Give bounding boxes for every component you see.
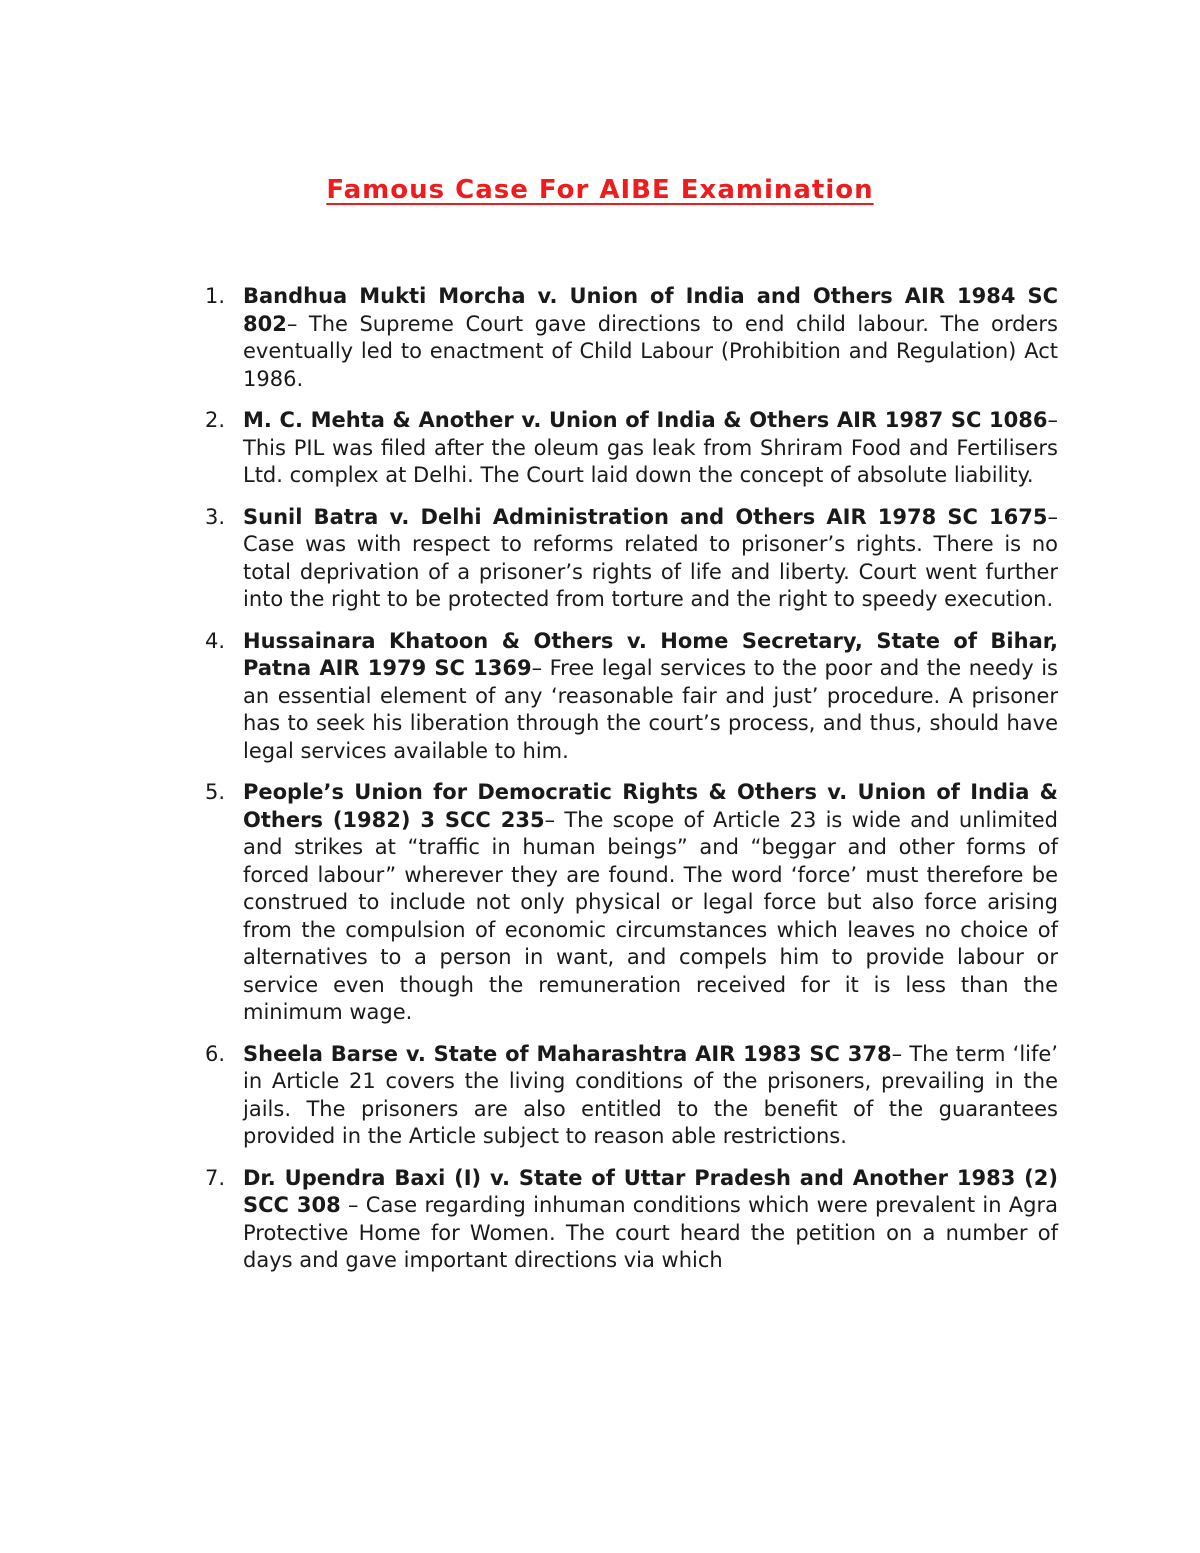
document-title [0,168,1200,206]
case-description: – This PIL was filed after the oleum gas leak from Shriram Food and Fertilisers Ltd. complex at Delhi. The Court laid down the concept of absolute liability. [243,408,1058,487]
case-item-4 [0,628,1200,766]
case-item-5 [0,779,1200,1027]
case-number: 3. [205,504,226,529]
case-text [243,504,1058,614]
case-name: Sheela Barse v. State of Maharashtra AIR 1983 SC 378 [243,1041,892,1066]
case-item-3 [0,504,1200,614]
case-number: 7. [205,1165,226,1190]
case-list [0,283,1200,1289]
case-text [243,628,1058,766]
case-number: 5. [205,780,226,804]
case-number: 6. [205,1041,226,1066]
case-description: – The scope of Article 23 is wide and unlimited and strikes at “traffic in human beings” and “beggar and other forms of forced labour” wherever they are found. The word ‘force’ must therefore be construed to include not only physical or legal force but also force arising from the compulsion of economic circumstances which leaves no choice of alternatives to a person in want, and compels him to provide labour or service even though the remuneration received for it is less than the minimum wage. [243,807,1058,1024]
case-text [243,779,1058,1027]
case-description: – Case was with respect to reforms related to prisoner’s rights. There is no total deprivation of a prisoner’s rights of life and liberty. Court went further into the right to be protected from torture and the right to speedy execution. [243,504,1058,611]
case-text [243,1041,1058,1151]
case-item-1 [0,283,1200,393]
case-description: – Free legal services to the poor and the needy is an essential element of any ‘reasonable fair and just’ procedure. A prisoner has to seek his liberation through the court’s process, and thus, should have legal services available to him. [243,656,1058,763]
case-text [243,1165,1058,1275]
case-description: – The Supreme Court gave directions to end child labour. The orders eventually led to enactment of Child Labour (Prohibition and Regulation) Act 1986. [243,311,1058,391]
case-description: – Case regarding inhuman conditions which were prevalent in Agra Protective Home for Women. The court heard the petition on a number of days and gave important directions via which [243,1193,1058,1272]
case-text [243,283,1058,393]
case-item-6 [0,1041,1200,1151]
case-item-2 [0,407,1200,490]
case-name: Sunil Batra v. Delhi Administration and Others AIR 1978 SC 1675 [243,504,1048,529]
case-description: – The term ‘life’ in Article 21 covers the living conditions of the prisoners, prevailing in the jails. The prisoners are also entitled to the benefit of the guarantees provided in the Article subject to reason able restrictions. [243,1041,1058,1148]
case-item-7 [0,1165,1200,1275]
case-name: Dr. Upendra Baxi (I) v. State of Uttar Pradesh and Another 1983 (2) SCC 308 [243,1165,1058,1217]
case-name: Bandhua Mukti Morcha v. Union of India and Others AIR 1984 SC 802 [243,284,1058,336]
case-number: 4. [205,628,226,653]
case-name: Hussainara Khatoon & Others v. Home Secretary, State of Bihar, Patna AIR 1979 SC 1369 [243,628,1058,680]
case-name: People’s Union for Democratic Rights & Others v. Union of India & Others (1982) 3 SCC 235 [243,780,1058,832]
case-text [243,407,1058,490]
case-number: 2. [205,408,226,432]
case-number: 1. [205,284,226,308]
document-title-text: Famous Case For AIBE Examination [326,175,874,205]
case-name: M. C. Mehta & Another v. Union of India & Others AIR 1987 SC 1086 [243,408,1048,432]
